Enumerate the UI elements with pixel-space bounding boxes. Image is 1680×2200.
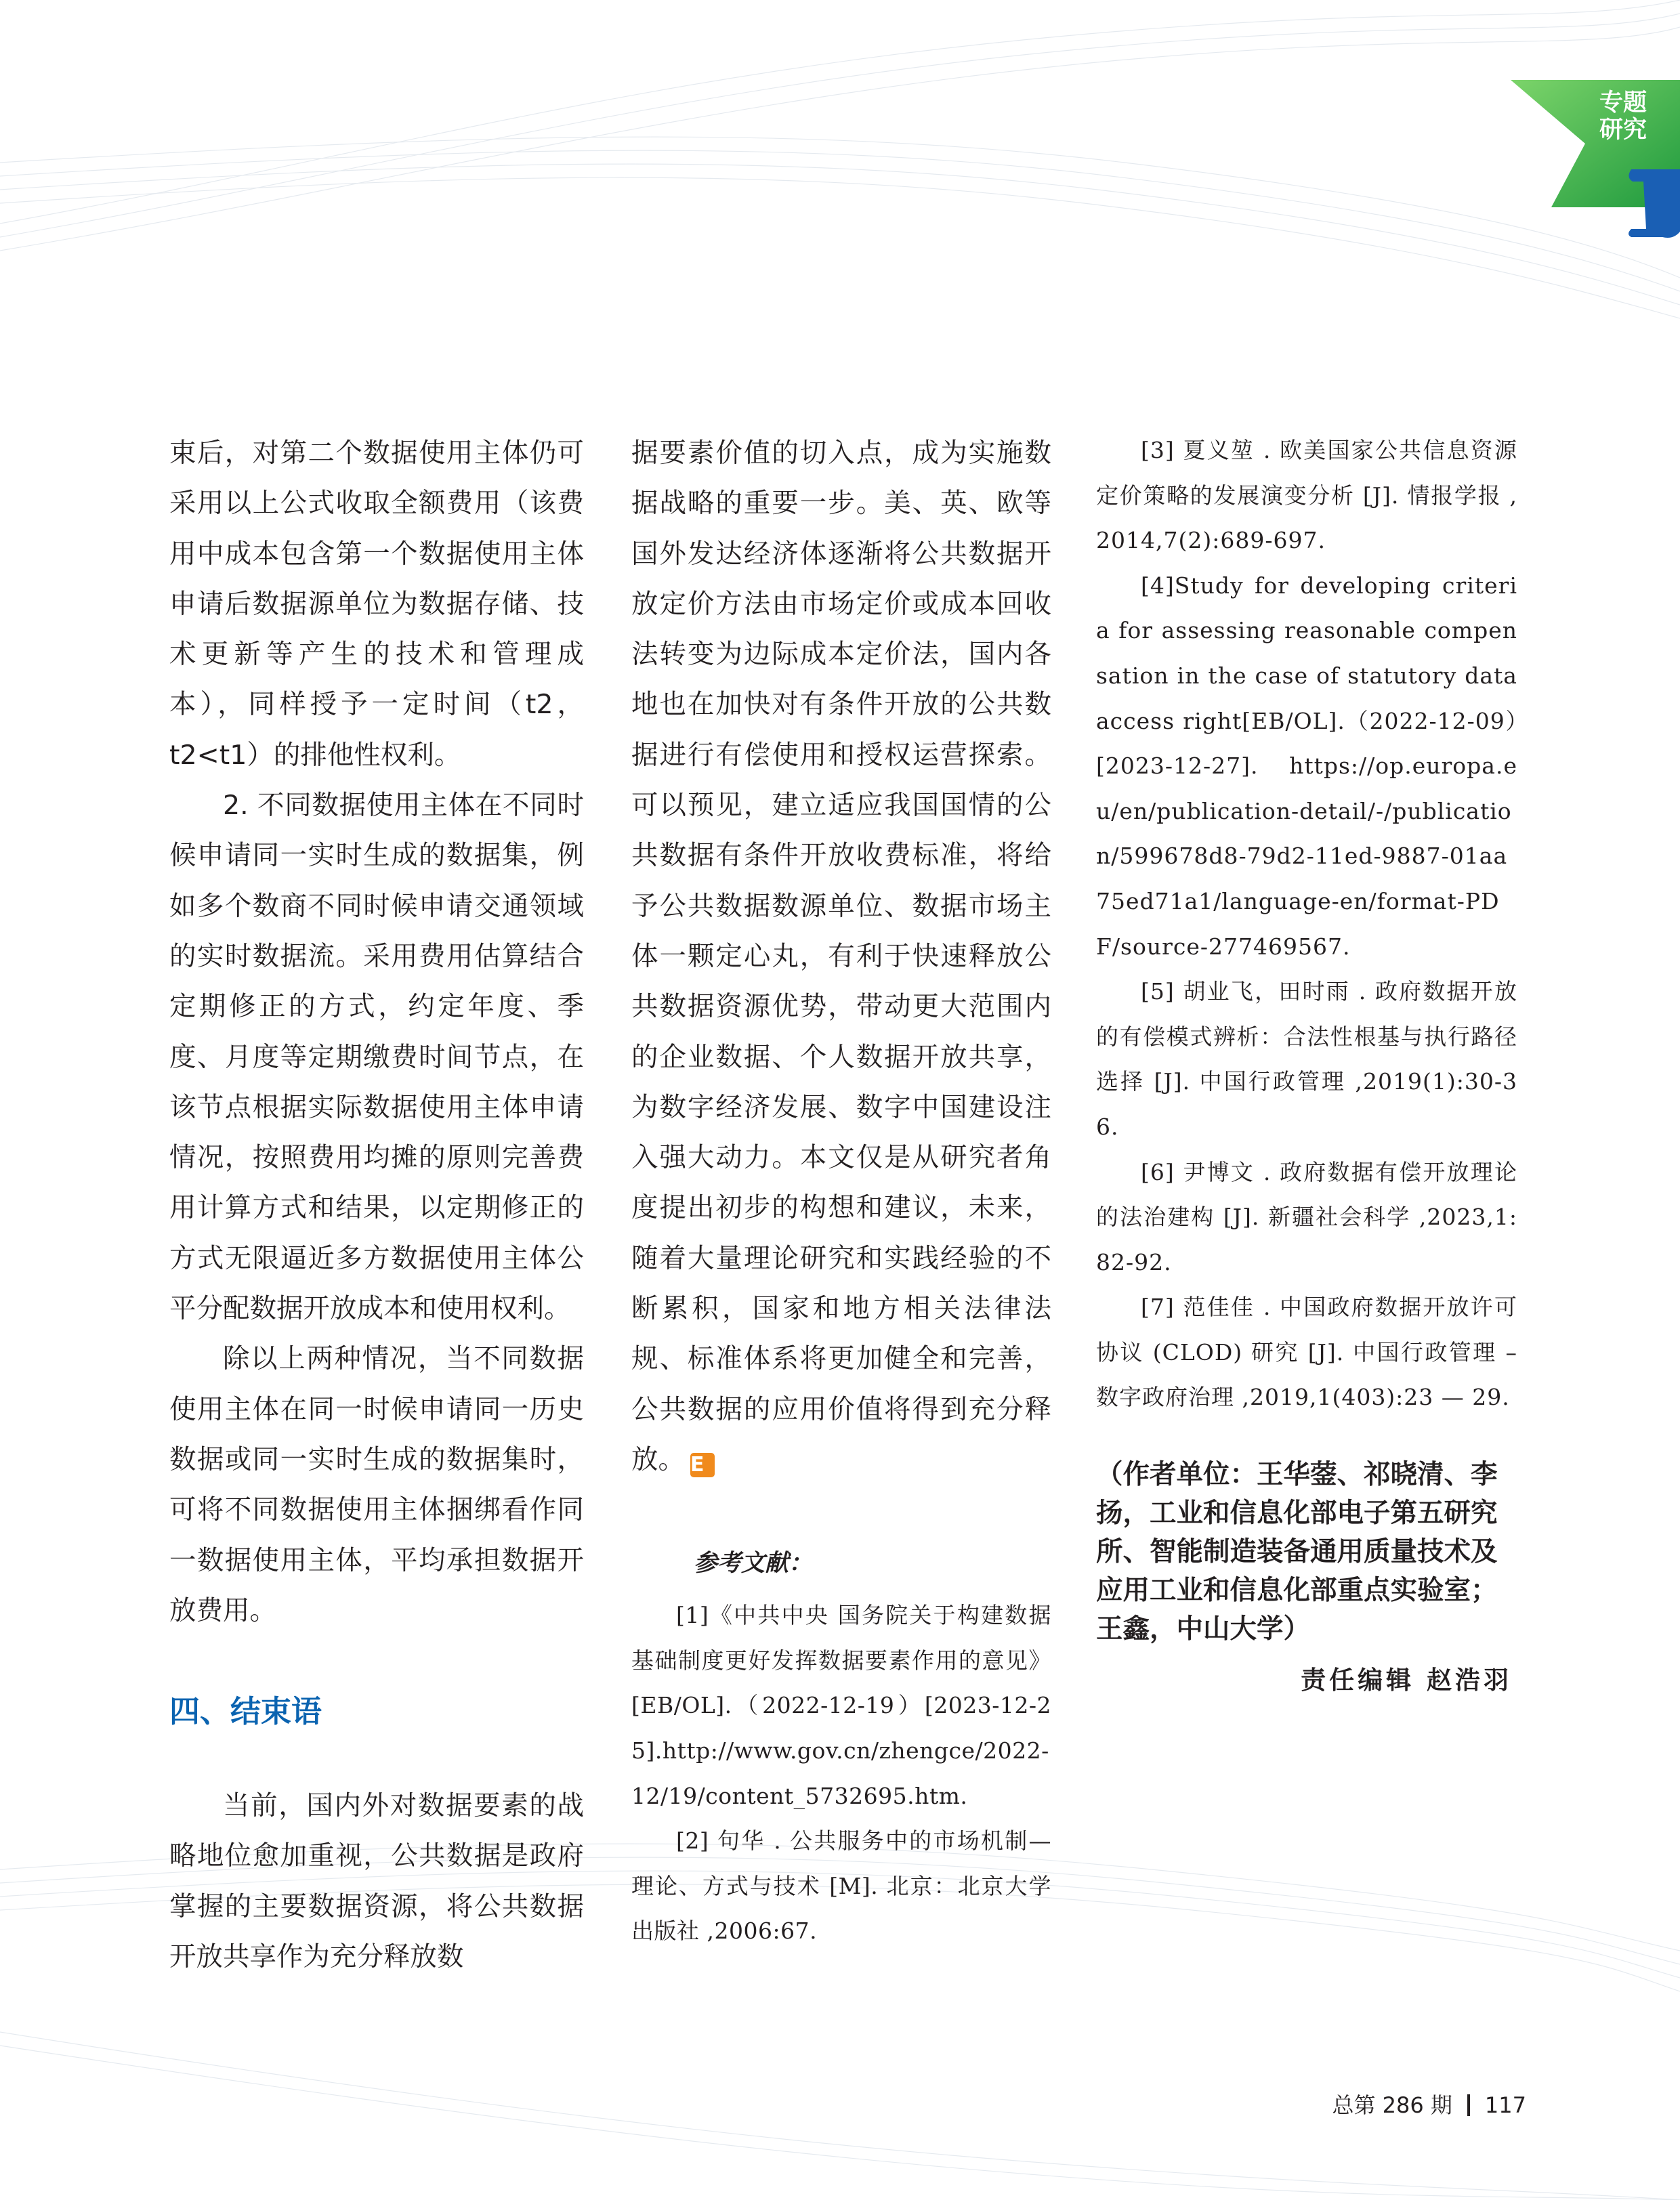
paragraph: 除以上两种情况，当不同数据使用主体在同一时候申请同一历史数据或同一实时生成的数据集时，可将不同数据使用主体捆绑看作同一数据使用主体，平均承担数据开放费用。 <box>169 1343 584 1626</box>
column-1 <box>169 428 584 1982</box>
page-footer <box>1332 2092 1526 2119</box>
reference-item: [7] 范佳佳 . 中国政府数据开放许可协议 (CLOD) 研究 [J]. 中国行政管理 – 数字政府治理 ,2019,1(403):23 — 29. <box>1096 1294 1517 1411</box>
paragraph: 2. 不同数据使用主体在不同时候申请同一实时生成的数据集，例如多个数商不同时候申请交通领域的实时数据流。采用费用估算结合定期修正的方式，约定年度、季度、月度等定期缴费时间节点，在该节点根据实际数据使用主体申请情况，按照费用均摊的原则完善费用计算方式和结果，以定期修正的方式无限逼近多方数据使用主体公平分配数据开放成本和使用权利。 <box>169 790 584 1325</box>
section-tag <box>1511 80 1680 242</box>
reference-item: [3] 夏义堃 . 欧美国家公共信息资源定价策略的发展演变分析 [J]. 情报学报 ,2014,7(2):689-697. <box>1096 437 1517 554</box>
issue-number: 总第 286 期 <box>1332 2092 1452 2118</box>
column-2 <box>631 428 1051 1954</box>
reference-item: [2] 句华 . 公共服务中的市场机制—理论、方式与技术 [M]. 北京：北京大学出版社 ,2006:67. <box>631 1827 1051 1945</box>
column-3 <box>1096 428 1517 1700</box>
reference-item: [4]Study for developing criteria for assessing reasonable compensation in the case of statutory data access right[EB/OL].（2022-12-09）[2023-12-27]. https://op.europa.eu/en/publication-detail/-/publication/599678d8-79d2-11ed-9887-01aa75ed71a1/language-en/format-PDF/source-277469567. <box>1096 572 1517 960</box>
references-heading: 参考文献： <box>694 1549 813 1578</box>
responsible-editor: 责任编辑 赵浩羽 <box>1301 1665 1512 1695</box>
paragraph: 当前，国内外对数据要素的战略地位愈加重视，公共数据是政府掌握的主要数据资源，将公共数据开放共享作为充分释放数 <box>169 1790 584 1973</box>
paragraph: 束后，对第二个数据使用主体仍可采用以上公式收取全额费用（该费用中成本包含第一个数据使用主体申请后数据源单位为数据存储、技术更新等产生的技术和管理成本），同样授予一定时间（t2，t2<t1）的排他性权利。 <box>169 438 584 771</box>
tag-line-1: 专题 <box>1599 89 1647 117</box>
author-affiliation: （作者单位：王华蓥、祁晓清、李扬，工业和信息化部电子第五研究所、智能制造装备通用质量技术及应用工业和信息化部重点实验室；王鑫，中山大学） <box>1096 1459 1498 1645</box>
tag-line-2: 研究 <box>1599 117 1647 144</box>
paragraph <box>631 428 1051 1485</box>
reference-item: [1]《中共中央 国务院关于构建数据基础制度更好发挥数据要素作用的意见》[EB/OL].（2022-12-19）[2023-12-25].http://www.gov.cn/zhengce/2022-12/19/content_5732695.htm. <box>631 1602 1051 1809</box>
paragraph-text: 据要素价值的切入点，成为实施数据战略的重要一步。美、英、欧等国外发达经济体逐渐将公共数据开放定价方法由市场定价或成本回收法转变为边际成本定价法，国内各地也在加快对有条件开放的公共数据进行有偿使用和授权运营探索。可以预见，建立适应我国国情的公共数据有条件开放收费标准，将给予公共数据数源单位、数据市场主体一颗定心丸，有利于快速释放公共数据资源优势，带动更大范围内的企业数据、个人数据开放共享，为数字经济发展、数字中国建设注入强大动力。本文仅是从研究者角度提出初步的构想和建议，未来，随着大量理论研究和实践经验的不断累积，国家和地方相关法律法规、标准体系将更加健全和完善，公共数据的应用价值将得到充分释放。 <box>631 438 1051 1475</box>
reference-item: [5] 胡业飞，田时雨 . 政府数据开放的有偿模式辨析：合法性根基与执行路径选择 [J]. 中国行政管理 ,2019(1):30-36. <box>1096 978 1517 1140</box>
end-mark-icon: E <box>690 1453 715 1477</box>
reference-item: [6] 尹博文 . 政府数据有偿开放理论的法治建构 [J]. 新疆社会科学 ,2023,1:82-92. <box>1096 1158 1517 1275</box>
footer-separator <box>1467 2094 1470 2116</box>
section-heading: 四、结束语 <box>169 1693 322 1730</box>
section-tag-label <box>1589 89 1657 144</box>
page-number: 117 <box>1484 2092 1526 2118</box>
